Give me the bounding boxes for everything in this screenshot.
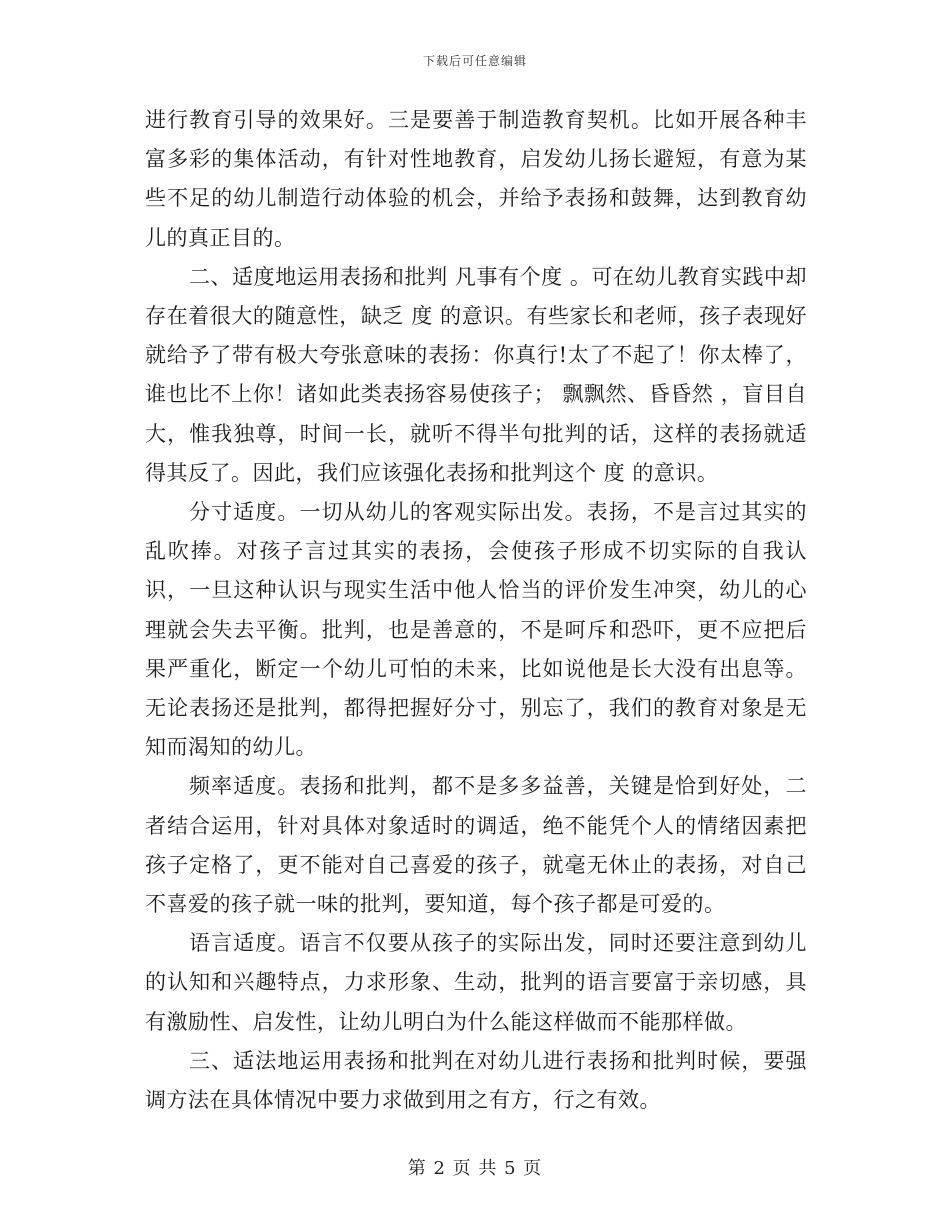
- paragraph: 二、适度地运用表扬和批判 凡事有个度 。可在幼儿教育实践中却存在着很大的随意性，缺乏 度 的意识。有些家长和老师，孩子表现好就给予了带有极大夸张意味的表扬：你真行!太了不起了！你太棒了，谁也比不上你！诸如此类表扬容易使孩子； 飘飘然、昏昏然 ，盲目自大，惟我独尊，时间一长，就听不得半句批判的话，这样的表扬就适得其反了。因此，我们应该强化表扬和批判这个 度 的意识。: [145, 264, 807, 485]
- document-body: [145, 101, 807, 1120]
- page-header: 下载后可任意编辑: [422, 54, 527, 68]
- paragraph: 分寸适度。一切从幼儿的客观实际出发。表扬，不是言过其实的乱吹捧。对孩子言过其实的表扬，会使孩子形成不切实际的自我认识，一旦这种认识与现实生活中他人恰当的评价发生冲突，幼儿的心理就会失去平衡。批判，也是善意的，不是呵斥和恐吓，更不应把后果严重化，断定一个幼儿可怕的未来，比如说他是长大没有出息等。无论表扬还是批判，都得把握好分寸，别忘了，我们的教育对象是无知而渴知的幼儿。: [145, 500, 807, 760]
- paragraph: 三、适法地运用表扬和批判在对幼儿进行表扬和批判时候，要强调方法在具体情况中要力求做到用之有方，行之有效。: [145, 1048, 807, 1113]
- page-footer: 第 2 页 共 5 页: [407, 1158, 543, 1179]
- paragraph: 进行教育引导的效果好。三是要善于制造教育契机。比如开展各种丰富多彩的集体活动，有针对性地教育，启发幼儿扬长避短，有意为某些不足的幼儿制造行动体验的机会，并给予表扬和鼓舞，达到教育幼儿的真正目的。: [145, 108, 807, 250]
- paragraph: 语言适度。语言不仅要从孩子的实际出发，同时还要注意到幼儿的认知和兴趣特点，力求形象、生动，批判的语言要富于亲切感，具有激励性、启发性，让幼儿明白为什么能这样做而不能那样做。: [145, 931, 807, 1034]
- paragraph: 频率适度。表扬和批判，都不是多多益善，关键是恰到好处，二者结合运用，针对具体对象适时的调适，绝不能凭个人的情绪因素把孩子定格了，更不能对自己喜爱的孩子，就毫无休止的表扬，对自己不喜爱的孩子就一味的批判，要知道，每个孩子都是可爱的。: [145, 774, 807, 917]
